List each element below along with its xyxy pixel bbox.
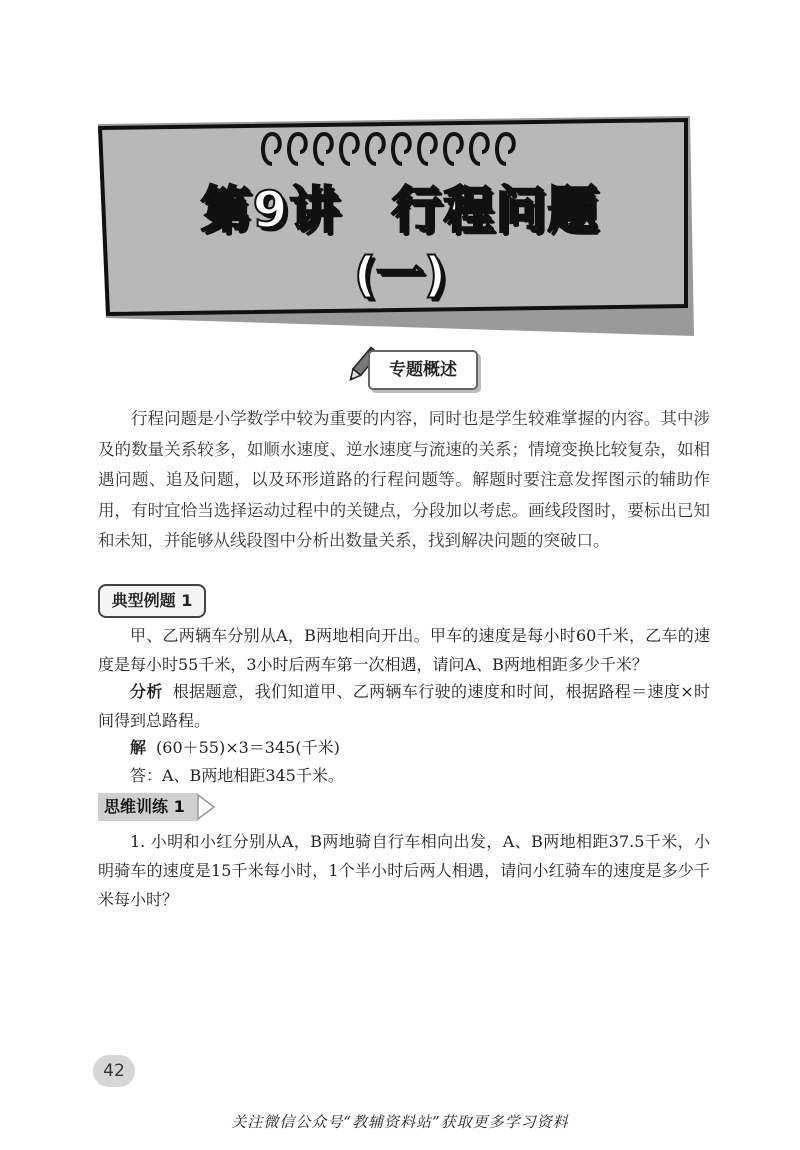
page-number: 42 <box>93 1055 135 1087</box>
solution-text: (60＋55)×3＝345(千米) <box>156 738 340 757</box>
training-label: 思维训练 1 <box>104 797 185 816</box>
chapter-part: (一) <box>354 247 446 303</box>
training-question-1: 1. 小明和小红分别从A，B两地骑自行车相向出发，A、B两地相距37.5千米，小明骑车的速度是15千米每小时，1个半小时后两人相遇，请问小红骑车的速度是多少千米每小时？ <box>98 832 710 909</box>
arrow-tip-icon <box>196 793 218 821</box>
chapter-title <box>0 170 800 242</box>
example-label: 典型例题 1 <box>98 584 206 618</box>
chapter-subtitle: 行程问题 <box>391 181 600 239</box>
footer-note: 关注微信公众号“教辅资料站”获取更多学习资料 <box>231 1113 569 1131</box>
example-answer: 答：A、B两地相距345千米。 <box>130 766 344 785</box>
analysis-text: 根据题意，我们知道甲、乙两辆车行驶的速度和时间，根据路程＝速度×时间得到总路程。 <box>98 682 710 730</box>
overview-label: 专题概述 <box>368 350 478 390</box>
binder-rings <box>258 124 528 172</box>
solution-label: 解 <box>130 738 147 757</box>
overview-text: 行程问题是小学数学中较为重要的内容，同时也是学生较难掌握的内容。其中涉及的数量关系较多，如顺水速度、逆水速度与流速的关系；情境变换比较复杂，如相遇问题、追及问题，以及环形道路的行程问题等。解题时要注意发挥图示的辅助作用，有时宜恰当选择运动过程中的关键点，分段加以考虑。画线段图时，要标出已知和未知，并能够从线段图中分析出数量关系，找到解决问题的突破口。 <box>98 409 710 550</box>
example-problem: 甲、乙两辆车分别从A，B两地相向开出。甲车的速度是每小时60千米，乙车的速度是每小时55千米，3小时后两车第一次相遇，请问A、B两地相距多少千米？ <box>98 626 710 674</box>
chapter-number: 第9讲 <box>200 181 342 239</box>
training-label-tag <box>98 793 218 821</box>
analysis-label: 分析 <box>130 682 163 701</box>
example-analysis <box>98 677 710 735</box>
example-solution <box>98 733 710 762</box>
